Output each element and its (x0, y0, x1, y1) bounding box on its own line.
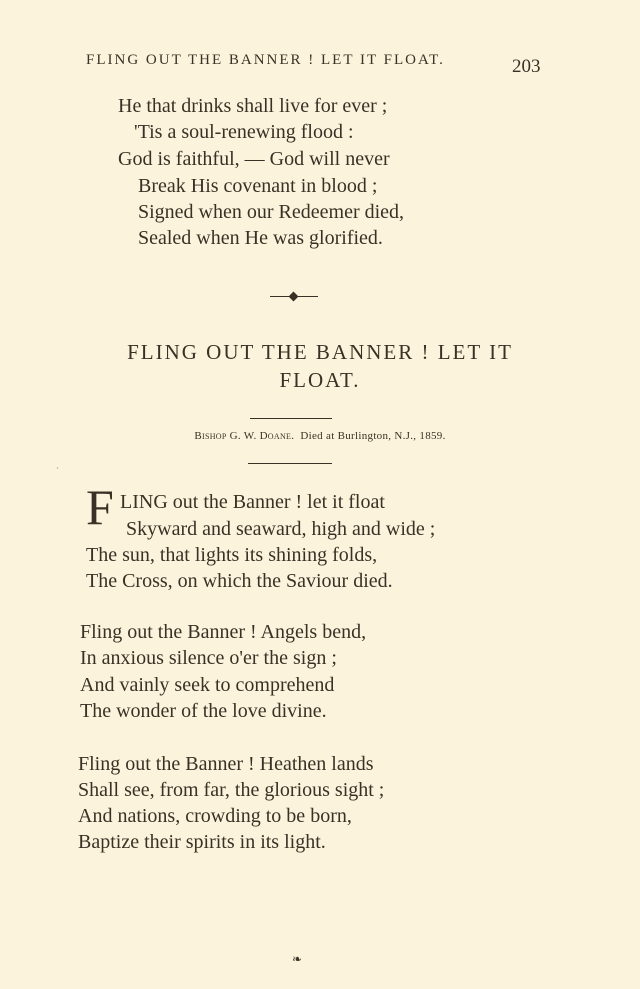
verse-line: LING out the Banner ! let it float (120, 491, 385, 513)
title-rule-bottom (248, 463, 332, 464)
title-rule-top (250, 418, 332, 419)
verse-line: Shall see, from far, the glorious sight ; (78, 779, 385, 801)
poem-title-line-2: FLOAT. (279, 368, 361, 392)
attribution (0, 430, 640, 442)
poem-title-line-1: FLING OUT THE BANNER ! LET IT (127, 340, 513, 364)
verse-line: Fling out the Banner ! Heathen lands (78, 753, 374, 775)
page-number: 203 (512, 56, 541, 77)
running-head-title: FLING OUT THE BANNER ! LET IT FLOAT. (86, 52, 445, 68)
attribution-author: Bishop G. W. Doane. (194, 430, 295, 442)
verse-line: God is faithful, — God will never (118, 148, 390, 170)
verse-line: He that drinks shall live for ever ; (118, 95, 388, 117)
divider-ornament (289, 292, 299, 302)
verse-line: In anxious silence o'er the sign ; (80, 647, 337, 669)
verse-line: The wonder of the love divine. (80, 700, 327, 722)
verse-line: Break His covenant in blood ; (138, 175, 378, 197)
drop-cap: F (86, 479, 114, 535)
verse-line: Signed when our Redeemer died, (138, 201, 405, 223)
printer-mark: ❧ (292, 952, 303, 966)
verse-line: 'Tis a soul-renewing flood : (134, 121, 354, 143)
attribution-note: Died at Burlington, N.J., 1859. (300, 430, 446, 442)
paper-speck: ˊ (56, 466, 59, 476)
verse-line: The sun, that lights its shining folds, (86, 544, 378, 566)
verse-line: Baptize their spirits in its light. (78, 831, 326, 853)
verse-line: Skyward and seaward, high and wide ; (126, 518, 436, 540)
verse-line: The Cross, on which the Saviour died. (86, 570, 393, 592)
verse-line: Fling out the Banner ! Angels bend, (80, 621, 367, 643)
verse-line: Sealed when He was glorified. (138, 227, 383, 249)
verse-line: And vainly seek to comprehend (80, 674, 335, 696)
verse-line: And nations, crowding to be born, (78, 805, 352, 827)
